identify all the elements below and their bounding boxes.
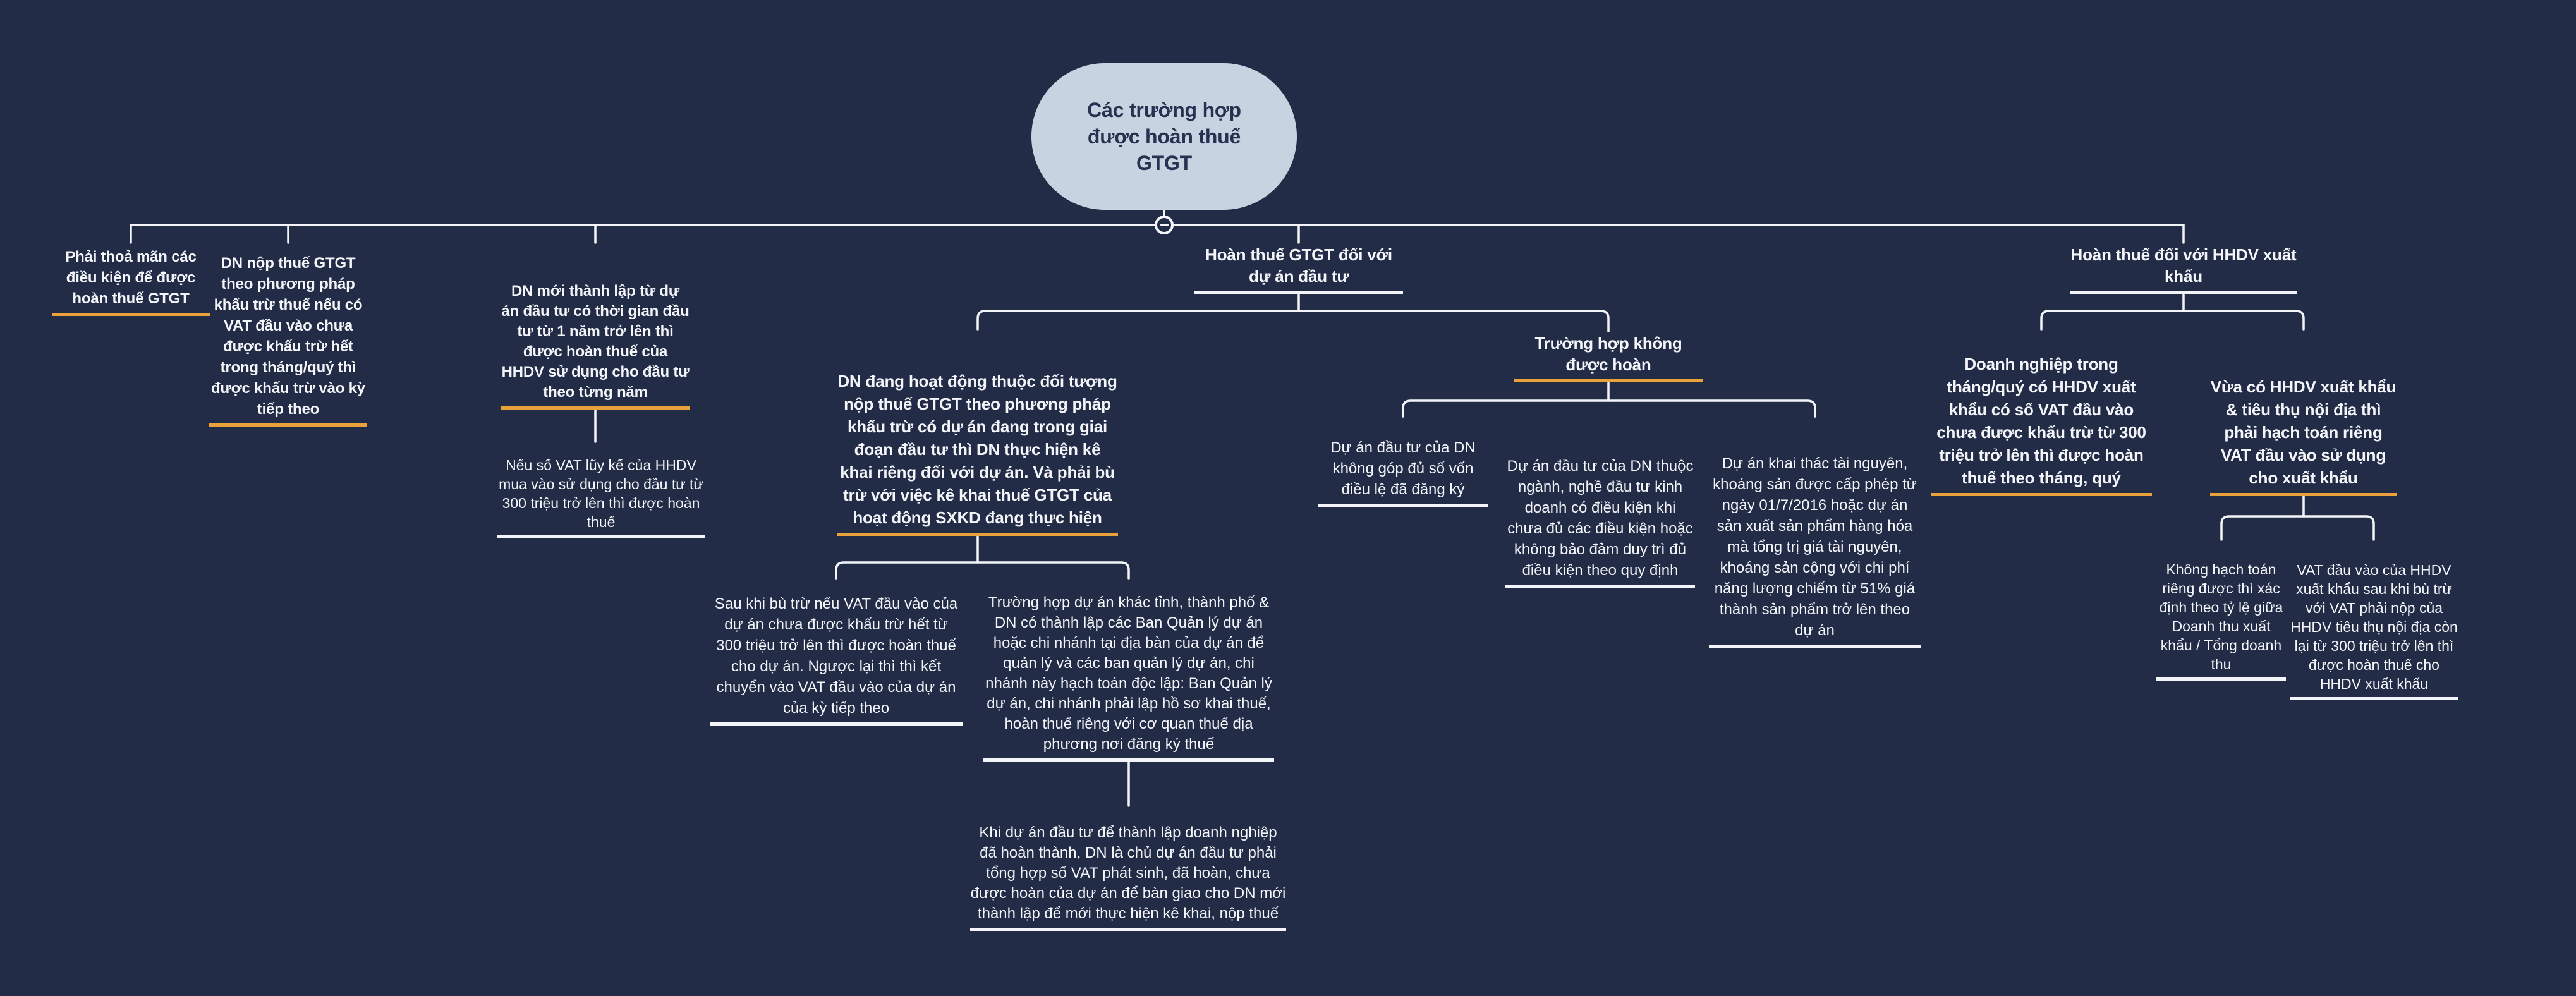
node-label: VAT đầu vào của HHDV xuất khẩu sau khi bù trừ với VAT phải nộp của HHDV tiêu thụ nội địa còn lại từ 300 triệu trở lên thì được hoàn thuế cho HHDV xuất khẩu	[2290, 562, 2458, 692]
node-label: Dự án đầu tư của DN thuộc ngành, nghề đầu tư kinh doanh có điều kiện khi chưa đủ các điều kiện hoặc không bảo đảm duy trì đủ điều kiện theo quy định	[1507, 458, 1694, 579]
connector	[1403, 401, 1815, 416]
node-resource-mining-51pct[interactable]	[1709, 417, 1921, 648]
node-label: DN nộp thuế GTGT theo phương pháp khấu trừ thuế nếu có VAT đầu vào chưa được khấu trừ hết trong tháng/quý thì được khấu trừ vào kỳ tiếp theo	[211, 255, 365, 418]
node-label: Khi dự án đầu tư để thành lập doanh nghiệp đã hoàn thành, DN là chủ dự án đầu tư phải tổng hợp số VAT phát sinh, đã hoàn, chưa được hoàn của dự án để bàn giao cho DN mới thành lập để mới thực hiện kê khai, nộp thuế	[970, 824, 1286, 922]
node-label: Nếu số VAT lũy kế của HHDV mua vào sử dụng cho đầu tư từ 300 triệu trở lên thì được hoàn thuế	[499, 457, 703, 530]
connector	[836, 562, 1129, 578]
node-export-monthly-quarterly-refund[interactable]	[1931, 330, 2152, 496]
node-must-satisfy-conditions[interactable]	[52, 243, 210, 316]
node-non-refundable-cases[interactable]	[1514, 332, 1703, 382]
node-label: Phải thoả mãn các điều kiện để được hoàn thuế GTGT	[65, 248, 197, 307]
node-label: Trường hợp không được hoàn	[1534, 334, 1682, 374]
node-label: Các trường hợp được hoàn thuế GTGT	[1087, 99, 1241, 174]
node-label: Sau khi bù trừ nếu VAT đầu vào của dự án chưa được khấu trừ hết từ 300 triệu trở lên thì được hoàn thuế cho dự án. Ngược lại thì thì kết chuyển vào VAT đầu vào của dự án của kỳ tiếp theo	[714, 595, 958, 717]
node-label: Trường hợp dự án khác tỉnh, thành phố & DN có thành lập các Ban Quản lý dự án hoặc chi nhánh tại địa bàn của dự án để quản lý và các ban quản lý dự án, chi nhánh này hạch toán độc lập: Ban Quản lý dự án, chi nhánh phải lập hồ sơ khai thuế, hoàn thuế riêng với cơ quan thuế địa phương nơi đăng ký thuế	[985, 594, 1272, 753]
node-revenue-ratio-method[interactable]	[2156, 540, 2286, 681]
node-deduction-method-carryover[interactable]	[209, 243, 367, 427]
connector	[2221, 516, 2374, 540]
node-project-handover-new-enterprise[interactable]	[970, 806, 1286, 931]
minus-icon	[1160, 224, 1169, 226]
connector	[978, 311, 1608, 331]
node-label: Doanh nghiệp trong tháng/quý có HHDV xuất khẩu có số VAT đầu vào chưa được khấu trừ từ 300 triệu trở lên thì được hoàn thuế theo tháng, quý	[1936, 355, 2146, 487]
node-investment-project-refund[interactable]	[1194, 245, 1403, 294]
node-project-other-province[interactable]	[983, 579, 1274, 762]
node-label: Dự án đầu tư của DN không góp đủ số vốn điều lệ đã đăng ký	[1330, 439, 1476, 498]
collapse-button[interactable]	[1155, 216, 1174, 234]
node-label: Dự án khai thác tài nguyên, khoáng sản được cấp phép từ ngày 01/7/2016 hoặc dự án sản xuất sản phẩm hàng hóa mà tổng trị giá tài nguyên, khoáng sản cộng với chi phí năng lượng chiếm từ 51% giá thành sản phẩm trở lên theo dự án	[1713, 455, 1917, 639]
node-label: Hoàn thuế GTGT đối với dự án đầu tư	[1205, 245, 1392, 286]
node-label: DN đang hoạt động thuộc đối tượng nộp thuế GTGT theo phương pháp khấu trừ có dự án đang trong giai đoạn đầu tư thì DN thực hiện kê khai riêng đối với dự án. Và phải bù trừ với việc kê khai thuế GTGT của hoạt động SXKD đang thực hiện	[837, 372, 1117, 527]
node-operating-enterprise-separate-declaration[interactable]	[837, 330, 1118, 536]
node-label: DN mới thành lập từ dự án đầu tư có thời gian đầu tư từ 1 năm trở lên thì được hoàn thuế của HHDV sử dụng cho đầu tư theo từng năm	[501, 282, 690, 401]
node-root-vat-refund-cases[interactable]	[1031, 63, 1297, 210]
node-new-enterprise-investment[interactable]	[501, 243, 690, 410]
node-insufficient-charter-capital[interactable]	[1318, 417, 1488, 507]
node-vat-300m-cumulative-refund[interactable]	[497, 442, 705, 538]
node-conditional-business-lines[interactable]	[1505, 417, 1695, 588]
connector	[2041, 311, 2304, 329]
node-label: Không hạch toán riêng được thì xác định theo tỷ lệ giữa Doanh thu xuất khẩu / Tổng doanh thu	[2159, 561, 2283, 672]
node-export-goods-services-refund[interactable]	[2070, 245, 2297, 294]
node-export-domestic-separate-accounting[interactable]	[2210, 330, 2397, 496]
node-label: Vừa có HHDV xuất khẩu & tiêu thụ nội địa thì phải hạch toán riêng VAT đầu vào sử dụng cho xuất khẩu	[2210, 377, 2397, 487]
node-after-offset-300m-refund[interactable]	[710, 579, 963, 726]
node-label: Hoàn thuế đối với HHDV xuất khẩu	[2070, 245, 2297, 286]
node-export-vat-offset-300m[interactable]	[2290, 540, 2458, 700]
